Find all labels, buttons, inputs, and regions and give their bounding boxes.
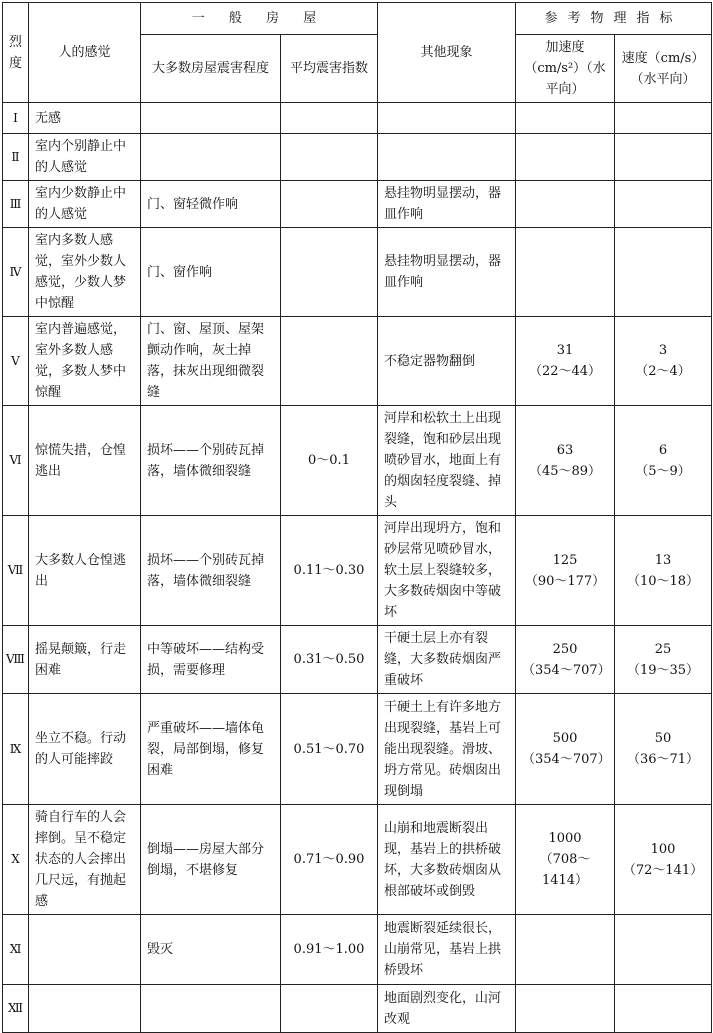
- acceleration-value: 250: [552, 641, 578, 657]
- intensity-cell: Ⅹ: [3, 805, 29, 915]
- acceleration-cell: [516, 406, 615, 516]
- damage-cell: [141, 134, 281, 181]
- damage-index-cell: 0.91～1.00: [281, 915, 378, 985]
- damage-cell: 毁灭: [141, 915, 281, 985]
- intensity-cell: Ⅶ: [3, 516, 29, 626]
- velocity-range: （19～35）: [626, 662, 700, 678]
- damage-index-cell: [281, 228, 378, 317]
- table-body: [3, 103, 712, 1033]
- damage-cell: 门、窗、屋顶、屋架颤动作响，灰土掉落，抹灰出现细微裂缝: [141, 317, 281, 406]
- feeling-cell: 骑自行车的人会摔倒。呈不稳定状态的人会摔出几尺远，有抛起感: [29, 805, 141, 915]
- velocity-value: 100: [650, 841, 676, 857]
- damage-index-cell: [281, 103, 378, 134]
- velocity-cell: [615, 694, 712, 805]
- feeling-cell: 室内个别静止中的人感觉: [29, 134, 141, 181]
- header-houses-group: 一 般 房 屋: [141, 3, 378, 35]
- table-row: [3, 103, 712, 134]
- acceleration-cell: [516, 805, 615, 915]
- header-feeling: 人的感觉: [29, 3, 141, 103]
- acceleration-cell: [516, 134, 615, 181]
- table-row: [3, 134, 712, 181]
- velocity-cell: [615, 228, 712, 317]
- other-phenomena-cell: [378, 103, 516, 134]
- header-accel: 加速度（cm/s²）（水平向）: [516, 35, 615, 103]
- feeling-cell: 室内普遍感觉，室外多数人感觉，多数人梦中惊醒: [29, 317, 141, 406]
- table-row: [3, 915, 712, 985]
- acceleration-range: （90～177）: [524, 573, 606, 589]
- velocity-value: 6: [658, 442, 668, 458]
- damage-cell: 严重破坏——墙体龟裂，局部倒塌，修复困难: [141, 694, 281, 805]
- table-row: [3, 228, 712, 317]
- intensity-cell: Ⅰ: [3, 103, 29, 134]
- velocity-cell: [615, 626, 712, 694]
- feeling-cell: 室内少数静止中的人感觉: [29, 181, 141, 228]
- damage-index-cell: [281, 317, 378, 406]
- feeling-cell: 室内多数人感觉，室外少数人感觉，少数人梦中惊醒: [29, 228, 141, 317]
- damage-cell: 门、窗轻微作响: [141, 181, 281, 228]
- other-phenomena-cell: [378, 134, 516, 181]
- table-row: [3, 805, 712, 915]
- feeling-cell: 坐立不稳。行动的人可能摔跤: [29, 694, 141, 805]
- intensity-table: [2, 2, 712, 1033]
- velocity-value: 3: [658, 343, 668, 358]
- velocity-value: 50: [654, 731, 672, 746]
- table-row: [3, 317, 712, 406]
- header-damage-desc: 大多数房屋震害程度: [141, 35, 281, 103]
- other-phenomena-cell: 不稳定器物翻倒: [378, 317, 516, 406]
- other-phenomena-cell: 悬挂物明显摆动，器皿作响: [378, 228, 516, 317]
- intensity-cell: Ⅸ: [3, 694, 29, 805]
- velocity-cell: [615, 134, 712, 181]
- header-damage-index: 平均震害指数: [281, 35, 378, 103]
- velocity-cell: [615, 805, 712, 915]
- intensity-cell: Ⅱ: [3, 134, 29, 181]
- damage-index-cell: 0.71～0.90: [281, 805, 378, 915]
- damage-index-cell: 0.31～0.50: [281, 626, 378, 694]
- header-intensity: 烈度: [3, 3, 29, 103]
- acceleration-value: 63: [556, 442, 574, 458]
- velocity-range: （2～4）: [635, 364, 691, 379]
- table-row: [3, 516, 712, 626]
- velocity-value: 13: [654, 552, 672, 568]
- acceleration-cell: [516, 317, 615, 406]
- intensity-cell: Ⅴ: [3, 317, 29, 406]
- damage-cell: 损坏——个别砖瓦掉落，墙体微细裂缝: [141, 516, 281, 626]
- damage-index-cell: [281, 134, 378, 181]
- intensity-cell: Ⅲ: [3, 181, 29, 228]
- feeling-cell: [29, 915, 141, 985]
- velocity-cell: [615, 915, 712, 985]
- velocity-cell: [615, 103, 712, 134]
- damage-cell: 倒塌——房屋大部分倒塌，不堪修复: [141, 805, 281, 915]
- damage-index-cell: 0.51～0.70: [281, 694, 378, 805]
- table-row: [3, 181, 712, 228]
- other-phenomena-cell: 干硬土层上亦有裂缝，大多数砖烟囱严重破坏: [378, 626, 516, 694]
- acceleration-range: （354～707）: [522, 752, 611, 767]
- acceleration-range: （22～44）: [528, 364, 602, 379]
- feeling-cell: 摇晃颠簸，行走困难: [29, 626, 141, 694]
- acceleration-value: 31: [556, 343, 574, 358]
- other-phenomena-cell: 干硬土上有许多地方出现裂缝，基岩上可能出现裂缝。滑坡、坍方常见。砖烟囱出现倒塌: [378, 694, 516, 805]
- velocity-cell: [615, 406, 712, 516]
- acceleration-cell: [516, 516, 615, 626]
- damage-cell: 损坏——个别砖瓦掉落，墙体微细裂缝: [141, 406, 281, 516]
- other-phenomena-cell: 地面剧烈变化，山河改观: [378, 985, 516, 1033]
- acceleration-value: 125: [552, 552, 578, 568]
- acceleration-cell: [516, 694, 615, 805]
- other-phenomena-cell: 河岸和松软土上出现裂缝，饱和砂层出现喷砂冒水，地面上有的烟囱轻度裂缝、掉头: [378, 406, 516, 516]
- acceleration-range: （354～707）: [522, 662, 611, 678]
- intensity-cell: Ⅳ: [3, 228, 29, 317]
- intensity-cell: Ⅷ: [3, 626, 29, 694]
- damage-index-cell: 0.11～0.30: [281, 516, 378, 626]
- acceleration-cell: [516, 626, 615, 694]
- header-physical-group: 参考物理指标: [516, 3, 712, 35]
- header-velocity: 速度（cm/s）（水平向）: [615, 35, 712, 103]
- table-row: [3, 626, 712, 694]
- velocity-range: （36～71）: [626, 752, 700, 767]
- velocity-value: 25: [654, 641, 672, 657]
- damage-cell: 门、窗作响: [141, 228, 281, 317]
- other-phenomena-cell: 河岸出现坍方，饱和砂层常见喷砂冒水，软土层上裂缝较多，大多数砖烟囱中等破坏: [378, 516, 516, 626]
- acceleration-range: （708～1414）: [539, 852, 591, 888]
- velocity-range: （10～18）: [626, 573, 700, 589]
- acceleration-cell: [516, 181, 615, 228]
- header-other: 其他现象: [378, 3, 516, 103]
- table-row: [3, 694, 712, 805]
- velocity-cell: [615, 181, 712, 228]
- other-phenomena-cell: 地震断裂延续很长，山崩常见，基岩上拱桥毁坏: [378, 915, 516, 985]
- acceleration-value: 500: [552, 731, 578, 746]
- acceleration-value: 1000: [548, 831, 582, 846]
- feeling-cell: 无感: [29, 103, 141, 134]
- table-row: [3, 406, 712, 516]
- acceleration-cell: [516, 103, 615, 134]
- feeling-cell: 惊慌失措，仓惶逃出: [29, 406, 141, 516]
- feeling-cell: 大多数人仓惶逃出: [29, 516, 141, 626]
- damage-index-cell: [281, 181, 378, 228]
- acceleration-cell: [516, 915, 615, 985]
- velocity-range: （72～141）: [622, 862, 704, 878]
- acceleration-cell: [516, 228, 615, 317]
- damage-index-cell: 0～0.1: [281, 406, 378, 516]
- velocity-cell: [615, 516, 712, 626]
- acceleration-range: （45～89）: [528, 463, 602, 479]
- other-phenomena-cell: 悬挂物明显摆动，器皿作响: [378, 181, 516, 228]
- damage-cell: [141, 103, 281, 134]
- intensity-cell: Ⅻ: [3, 985, 29, 1033]
- intensity-cell: Ⅵ: [3, 406, 29, 516]
- other-phenomena-cell: 山崩和地震断裂出现，基岩上的拱桥破坏，大多数砖烟囱从根部破坏或倒毁: [378, 805, 516, 915]
- damage-cell: 中等破坏——结构受损，需要修理: [141, 626, 281, 694]
- velocity-cell: [615, 317, 712, 406]
- intensity-cell: Ⅺ: [3, 915, 29, 985]
- velocity-range: （5～9）: [635, 463, 691, 479]
